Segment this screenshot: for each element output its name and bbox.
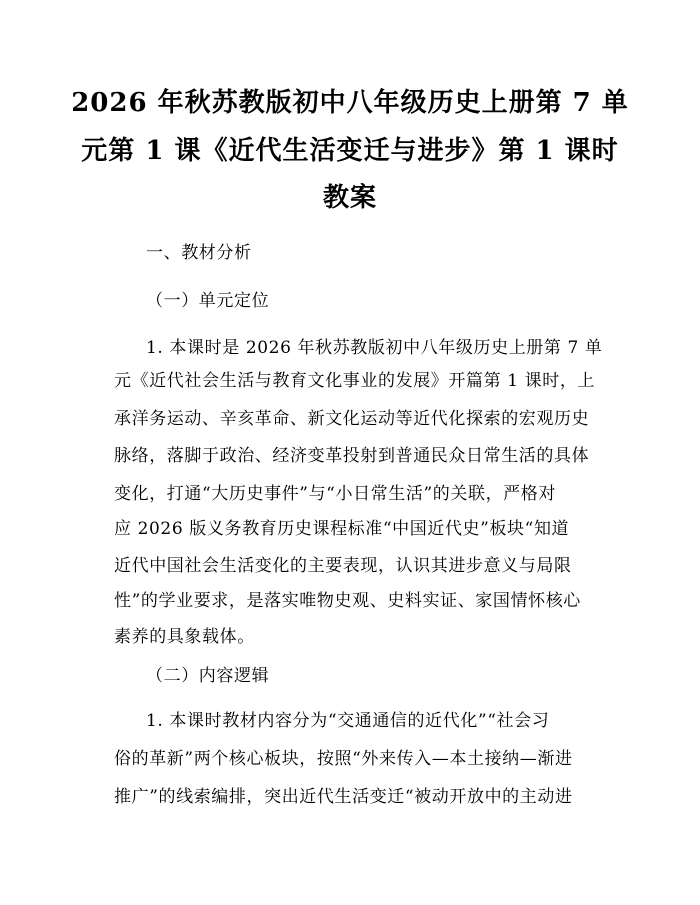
paragraph-line: 变化，打通“大历史事件”与“小日常生活”的关联，严格对 — [114, 484, 556, 504]
subsection-heading: （二）内容逻辑 — [146, 666, 270, 686]
paragraph-line: 1. 本课时教材内容分为“交通通信的近代化”“社会习 — [146, 711, 550, 731]
document-title-line-2: 元第 1 课《近代生活变迁与进步》第 1 课时 — [81, 136, 619, 166]
paragraph-line: 推广”的线索编排，突出近代生活变迁“被动开放中的主动进 — [114, 787, 573, 807]
document-title-line-3: 教案 — [322, 183, 377, 213]
paragraph-line: 应 2026 版义务教育历史课程标准“中国近代史”板块“知道 — [114, 519, 570, 539]
paragraph-line: 近代中国社会生活变化的主要表现，认识其进步意义与局限 — [114, 556, 572, 576]
document-title-line-1: 2026 年秋苏教版初中八年级历史上册第 7 单 — [71, 88, 629, 118]
paragraph-line: 承洋务运动、辛亥革命、新文化运动等近代化探索的宏观历史 — [114, 409, 590, 429]
paragraph-line: 俗的革新”两个核心板块，按照“外来传入—本土接纳—渐进 — [114, 749, 573, 769]
paragraph-line: 素养的具象载体。 — [114, 627, 255, 647]
subsection-heading: （一）单元定位 — [146, 291, 270, 311]
paragraph-line: 1. 本课时是 2026 年秋苏教版初中八年级历史上册第 7 单 — [146, 338, 603, 358]
paragraph-line: 脉络，落脚于政治、经济变革投射到普通民众日常生活的具体 — [114, 446, 590, 466]
section-heading: 一、教材分析 — [146, 243, 252, 263]
paragraph-line: 性”的学业要求，是落实唯物史观、史料实证、家国情怀核心 — [114, 591, 581, 611]
paragraph-line: 元《近代社会生活与教育文化事业的发展》开篇第 1 课时，上 — [114, 371, 596, 391]
